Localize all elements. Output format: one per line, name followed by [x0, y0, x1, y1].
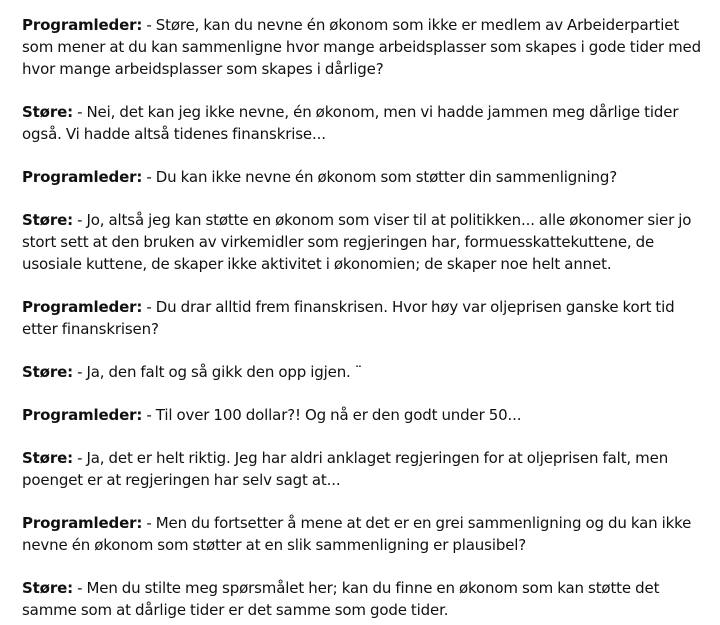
speaker-label: Programleder: [22, 298, 143, 316]
speaker-label: Støre: [22, 579, 73, 597]
exchange-10 [22, 577, 706, 621]
speaker-label: Støre: [22, 211, 73, 229]
exchange-4 [22, 209, 706, 275]
speaker-label: Støre: [22, 103, 73, 121]
exchange-3 [22, 166, 706, 188]
speaker-label: Støre: [22, 363, 73, 381]
exchange-7 [22, 404, 706, 426]
utterance-text: - Ja, den falt og så gikk den opp igjen. ¨ [72, 363, 363, 381]
utterance-text: - Jo, altså jeg kan støtte en økonom som viser til at politikken... alle økonomer sier jo stort sett at den bruken av virkemidler som regjeringen har, formuesskattekuttene, de usosiale kuttene, de skaper ikke aktivitet i økonomien; de skaper noe helt annet. [22, 211, 692, 273]
utterance-text: - Nei, det kan jeg ikke nevne, én økonom, men vi hadde jammen meg dårlige tider også. Vi hadde altså tidenes finanskrise... [22, 103, 679, 143]
speaker-label: Programleder: [22, 168, 143, 186]
utterance-text: - Du kan ikke nevne én økonom som støtter din sammenligning? [142, 168, 618, 186]
exchange-8 [22, 447, 706, 491]
exchange-5 [22, 296, 706, 340]
speaker-label: Støre: [22, 449, 73, 467]
speaker-label: Programleder: [22, 406, 143, 424]
speaker-label: Programleder: [22, 16, 143, 34]
utterance-text: - Støre, kan du nevne én økonom som ikke er medlem av Arbeiderpartiet som mener at du kan sammenligne hvor mange arbeidsplasser som skapes i gode tider med hvor mange arbeidsplasser som skapes i dårlige? [22, 16, 701, 78]
speaker-label: Programleder: [22, 514, 143, 532]
utterance-text: - Men du stilte meg spørsmålet her; kan du finne en økonom som kan støtte det samme som at dårlige tider er det samme som gode tider. [22, 579, 660, 619]
utterance-text: - Du drar alltid frem finanskrisen. Hvor høy var oljeprisen ganske kort tid etter finanskrisen? [22, 298, 675, 338]
exchange-6 [22, 361, 706, 383]
exchange-9 [22, 512, 706, 556]
utterance-text: - Men du fortsetter å mene at det er en grei sammenligning og du kan ikke nevne én økonom som støtter at en slik sammenligning er plausibel? [22, 514, 692, 554]
utterance-text: - Ja, det er helt riktig. Jeg har aldri anklaget regjeringen for at oljeprisen falt, men poenget er at regjeringen har selv sagt at... [22, 449, 669, 489]
utterance-text: - Til over 100 dollar?! Og nå er den godt under 50... [142, 406, 522, 424]
exchange-1 [22, 14, 706, 80]
exchange-2 [22, 101, 706, 145]
